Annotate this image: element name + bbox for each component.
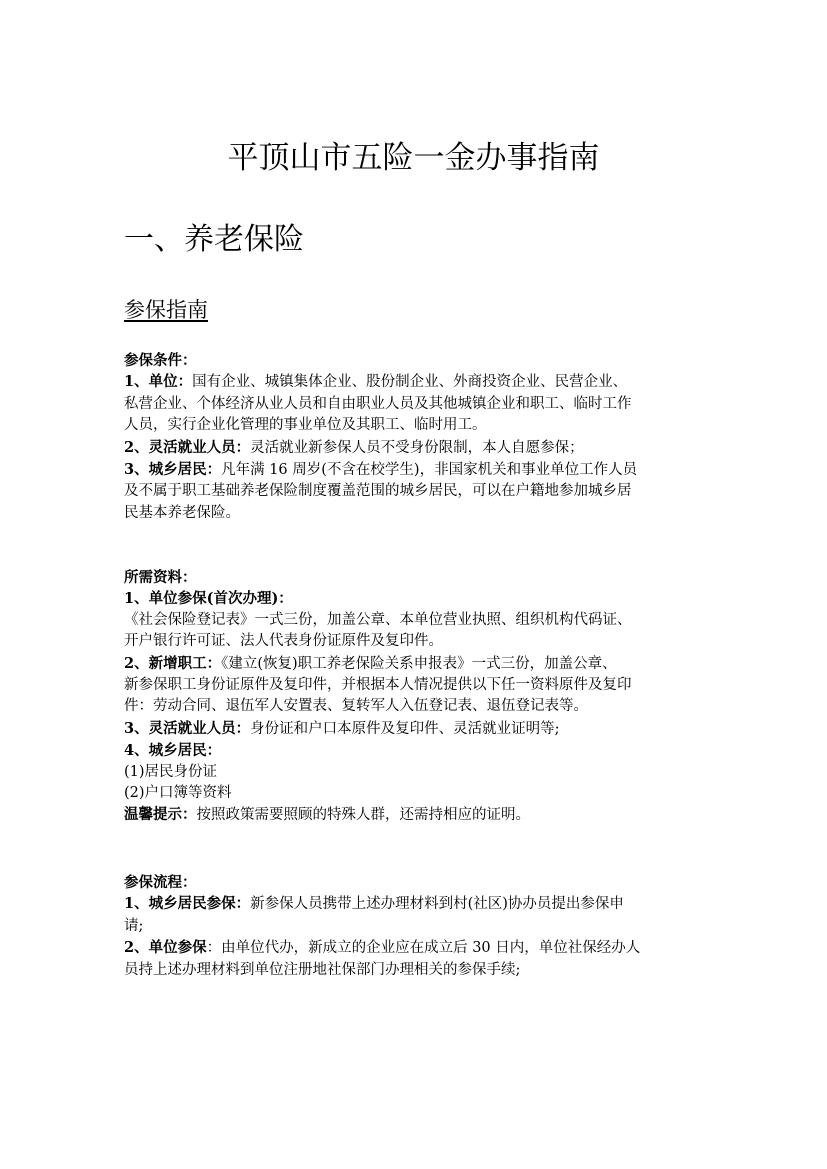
condition-item: 1、单位：国有企业、城镇集体企业、股份制企业、外商投资企业、民营企业、	[124, 373, 628, 391]
process-item: 2、单位参保：由单位代办，新成立的企业应在成立后 30 日内，单位社保经办人	[124, 939, 641, 957]
materials-block	[124, 567, 716, 827]
material-line: 件：劳动合同、退伍军人安置表、复转军人入伍登记表、退伍登记表等。	[124, 698, 588, 715]
material-item: 3、灵活就业人员：身份证和户口本原件及复印件、灵活就业证明等;	[124, 719, 560, 737]
tip-item: 温馨提示：按照政策需要照顾的特殊人群，还需持相应的证明。	[124, 806, 530, 824]
process-item: 1、城乡居民参保：新参保人员携带上述办理材料到村(社区)协办员提出参保申	[124, 895, 624, 913]
material-item: 4、城乡居民：	[124, 742, 222, 760]
condition-line: 及不属于职工基础养老保险制度覆盖范围的城乡居民，可以在户籍地参加城乡居	[124, 483, 632, 500]
material-line: (1)居民身份证	[124, 763, 218, 780]
material-line: (2)户口簿等资料	[124, 785, 232, 802]
materials-label: 所需资料：	[124, 569, 197, 586]
material-item: 2、新增职工：《建立(恢复)职工养老保险关系申报表》一式三份，加盖公章、	[124, 654, 617, 672]
condition-item: 3、城乡居民：凡年满 16 周岁(不含在校学生)，非国家机关和事业单位工作人员	[124, 461, 638, 479]
process-label: 参保流程：	[124, 874, 197, 891]
process-block	[124, 872, 716, 981]
section-heading: 一、养老保险	[124, 222, 304, 257]
material-line: 《社会保险登记表》一式三份，加盖公章、本单位营业执照、组织机构代码证、	[124, 611, 632, 628]
subsection-heading: 参保指南	[124, 298, 208, 322]
process-line: 请;	[124, 917, 144, 934]
page-title: 平顶山市五险一金办事指南	[227, 140, 600, 176]
process-line: 员持上述办理材料到单位注册地社保部门办理相关的参保手续;	[124, 961, 521, 978]
condition-line: 私营企业、个体经济从业人员和自由职业人员及其他城镇企业和职工、临时工作	[124, 395, 632, 412]
condition-line: 民基本养老保险。	[124, 504, 240, 521]
material-line: 开户银行许可证、法人代表身份证原件及复印件。	[124, 633, 443, 650]
condition-item: 2、灵活就业人员：灵活就业新参保人员不受身份限制，本人自愿参保；	[124, 438, 584, 456]
conditions-label: 参保条件：	[124, 352, 197, 369]
conditions-block	[124, 350, 716, 524]
condition-line: 人员，实行企业化管理的事业单位及其职工、临时用工。	[124, 417, 487, 434]
material-line: 新参保职工身份证原件及复印件，并根据本人情况提供以下任一资料原件及复印	[124, 677, 632, 694]
material-item: 1、单位参保(首次办理)：	[124, 590, 293, 608]
